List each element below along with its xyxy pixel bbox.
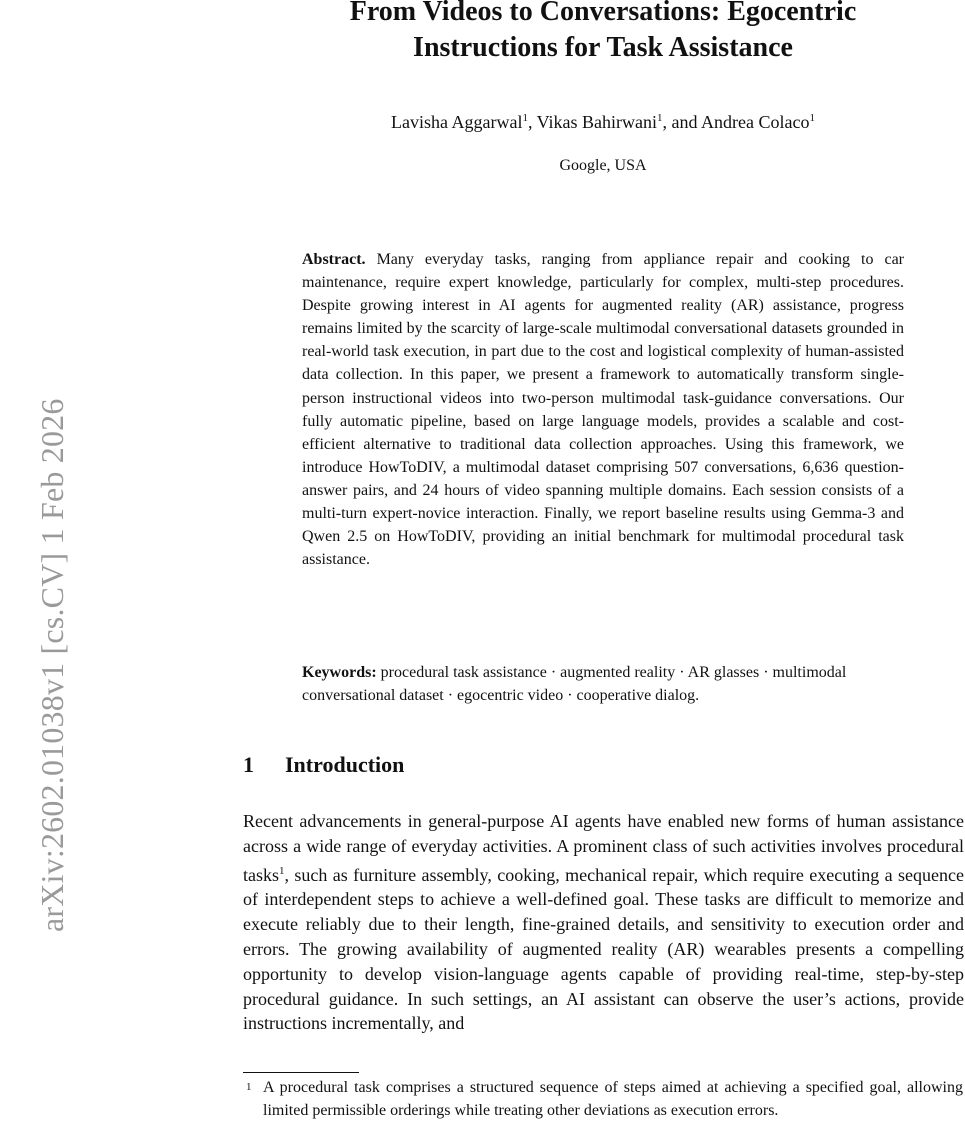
author-affil-mark: 1 [522, 112, 528, 124]
author-separator: , and [662, 112, 702, 132]
author-separator: , [527, 112, 537, 132]
keywords-label: Keywords: [302, 664, 377, 681]
section-number: 1 [243, 752, 254, 777]
arxiv-sidebar [0, 232, 70, 932]
affiliation: Google, USA [559, 157, 647, 174]
intro-text-part-2: , such as furniture assembly, cooking, mechanical repair, which require executing a sequence of interdependent steps to achieve a well-defined goal. These tasks are difficult to memorize and execute reliably due to their length, fine-grained details, and sensitivity to execution order and errors. The growing availability of augmented reality (AR) wearables presents a compelling opportunity to develop vision-language agents capable of providing real-time, step-by-step procedural guidance. In such settings, an AI assistant can observe the user’s actions, provide instructions incrementally, and [243, 864, 964, 1034]
author-name: Vikas Bahirwani [536, 112, 658, 132]
author-affil-mark: 1 [809, 112, 816, 124]
footnote-text: A procedural task comprises a structured sequence of steps aimed at achieving a specified goal, allowing limited permissible orderings while treating other deviations as execution errors. [263, 1079, 963, 1119]
footnote-reference: 1 [279, 864, 285, 877]
arxiv-identifier: arXiv:2602.01038v1 [cs.CV] 1 Feb 2026 [34, 398, 70, 932]
author-affil-mark: 1 [657, 112, 663, 124]
footnote-mark: 1 [246, 1081, 252, 1093]
title-line-1: From Videos to Conversations: Egocentric [349, 0, 857, 27]
author-name: Lavisha Aggarwal [390, 112, 523, 132]
author-list [243, 112, 963, 133]
abstract [302, 248, 904, 571]
keywords-text: procedural task assistance · augmented reality · AR glasses · multimodal conversational dataset · egocentric video · cooperative dialog. [302, 664, 847, 704]
footnote-divider [243, 1072, 359, 1073]
section-title: Introduction [285, 752, 405, 777]
author-name: Andrea Colaco [701, 112, 810, 132]
title-line-2: Instructions for Task Assistance [413, 32, 793, 63]
abstract-text: Many everyday tasks, ranging from appliance repair and cooking to car maintenance, require expert knowledge, particularly for complex, multi-step procedures. Despite growing interest in AI agents for augmented reality (AR) assistance, progress remains limited by the scarcity of large-scale multimodal conversational datasets grounded in real-world task execution, in part due to the cost and logistical complexity of human-assisted data collection. In this paper, we present a framework to automatically transform single-person instructional videos into two-person multimodal task-guidance conversations. Our fully automatic pipeline, based on large language models, provides a scalable and cost-efficient alternative to traditional data collection approaches. Using this framework, we introduce HowToDIV, a multimodal dataset comprising 507 conversations, 6,636 question-answer pairs, and 24 hours of video spanning multiple domains. Each session consists of a multi-turn expert-novice interaction. Finally, we report baseline results using Gemma-3 and Qwen 2.5 on HowToDIV, providing an initial benchmark for multimodal procedural task assistance. [302, 251, 904, 569]
section-heading [243, 752, 963, 778]
footnote [246, 1076, 963, 1122]
abstract-label: Abstract. [302, 251, 366, 268]
intro-text-part-1: Recent advancements in general-purpose AI agents have enabled new forms of human assistance across a wide range of everyday activities. A prominent class of such activities involves procedural tasks [243, 811, 964, 885]
paper-title [243, 0, 963, 66]
keywords [302, 661, 904, 707]
intro-paragraph [243, 809, 964, 1036]
